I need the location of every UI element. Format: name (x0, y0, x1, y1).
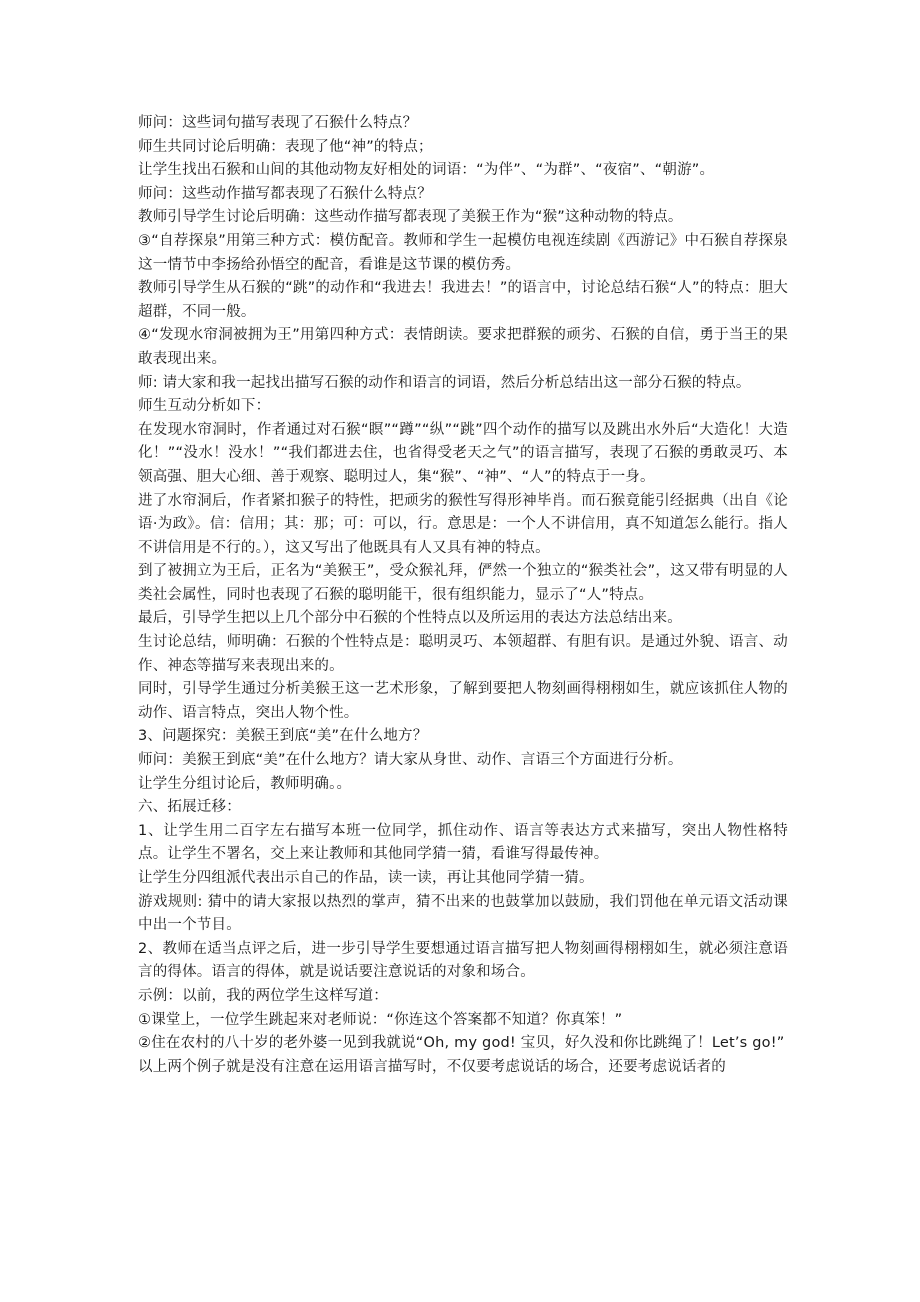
section-heading: 六、拓展迁移： (138, 799, 241, 816)
paragraph: 教师引导学生讨论后明确：这些动作描写都表现了美猴王作为“猴”这种动物的特点。 (138, 209, 683, 226)
paragraph: 在发现水帘洞时，作者通过对石猴“瞑”“蹲”“纵”“跳”四个动作的描写以及跳出水外后“大造化！大造化！”“没水！没水！”“我们都进去住，也省得受老天之气”的语言描写，表现了石猴的勇敢灵巧、本领高强、胆大心细、善于观察、聪明过人，集“猴”、“神”、“人”的特点于一身。 (138, 421, 788, 485)
paragraph: 进了水帘洞后，作者紧扣猴子的特性，把顽劣的猴性写得形神毕肖。而石猴竟能引经据典（出自《论语·为政》。信：信用；其：那；可：可以，行。意思是：一个人不讲信用，真不知道怎么能行。指人不讲信用是不行的。），这又写出了他既具有人又具有神的特点。 (138, 492, 788, 556)
paragraph: 师生互动分析如下： (138, 398, 271, 415)
paragraph: ④“发现水帘洞被拥为王”用第四种方式：表情朗读。要求把群猴的顽劣、石猴的自信，勇于当王的果敢表现出来。 (138, 327, 788, 367)
paragraph: ①课堂上，一位学生跳起来对老师说：“你连这个答案都不知道？你真笨！” (138, 1011, 623, 1028)
paragraph: 示例：以前，我的两位学生这样写道： (138, 987, 388, 1004)
paragraph: 师生共同讨论后明确：表现了他“神”的特点； (138, 138, 433, 155)
paragraph: ③“自荐探泉”用第三种方式：模仿配音。教师和学生一起模仿电视连续剧《西游记》中石猴自荐探泉这一情节中李扬给孙悟空的配音，看谁是这节课的模仿秀。 (138, 232, 788, 273)
paragraph: 1、让学生用二百字左右描写本班一位同学，抓住动作、语言等表达方式来描写，突出人物性格特点。让学生不署名，交上来让教师和其他同学猜一猜，看谁写得最传神。 (138, 822, 788, 863)
paragraph: 2、教师在适当点评之后，进一步引导学生要想通过语言描写把人物刻画得栩栩如生，就必须注意语言的得体。语言的得体，就是说话要注意说话的对象和场合。 (138, 940, 788, 981)
paragraph: 生讨论总结，师明确：石猴的个性特点是：聪明灵巧、本领超群、有胆有识。是通过外貌、语言、动作、神态等描写来表现出来的。 (138, 634, 788, 674)
paragraph: 3、问题探究：美猴王到底“美”在什么地方？ (138, 728, 428, 745)
paragraph: 让学生找出石猴和山间的其他动物友好相处的词语：“为伴”、“为群”、“夜宿”、“朝游”。 (138, 162, 715, 179)
paragraph: 游戏规则: 猜中的请大家报以热烈的掌声，猜不出来的也鼓掌加以鼓励，我们罚他在单元语文活动课中出一个节目。 (138, 893, 788, 934)
paragraph: 同时，引导学生通过分析美猴王这一艺术形象，了解到要把人物刻画得栩栩如生，就应该抓住人物的动作、语言特点，突出人物个性。 (138, 681, 788, 721)
paragraph: 教师引导学生从石猴的“跳”的动作和“我进去！我进去！”的语言中，讨论总结石猴“人”的特点：胆大超群，不同一般。 (138, 280, 788, 320)
paragraph: 让学生分组讨论后，教师明确。。 (138, 775, 352, 792)
paragraph: 师: 请大家和我一起找出描写石猴的动作和语言的词语，然后分析总结出这一部分石猴的特点。 (138, 374, 751, 391)
paragraph: 让学生分四组派代表出示自己的作品，读一读，再让其他同学猜一猜。 (138, 870, 594, 886)
paragraph: 到了被拥立为王后，正名为“美猴王”，受众猴礼拜，俨然一个独立的“猴类社会”，这又带有明显的人类社会属性，同时也表现了石猴的聪明能干，很有组织能力，显示了“人”特点。 (138, 563, 788, 603)
paragraph: 师问：这些词句描写表现了石猴什么特点？ (138, 115, 418, 131)
paragraph: ②住在农村的八十岁的老外婆一见到我就说“Oh, my god! 宝贝，好久没和你比跳绳了！Let’s go!” (138, 1035, 785, 1052)
paragraph: 师问：美猴王到底“美”在什么地方？请大家从身世、动作、言语三个方面进行分析。 (138, 752, 683, 769)
paragraph: 以上两个例子就是没有注意在运用语言描写时，不仅要考虑说话的场合，还要考虑说话者的 (138, 1058, 726, 1075)
paragraph: 师问：这些动作描写都表现了石猴什么特点？ (138, 185, 432, 202)
document-body (138, 112, 788, 1079)
paragraph: 最后，引导学生把以上几个部分中石猴的个性特点以及所运用的表达方法总结出来。 (138, 610, 682, 627)
